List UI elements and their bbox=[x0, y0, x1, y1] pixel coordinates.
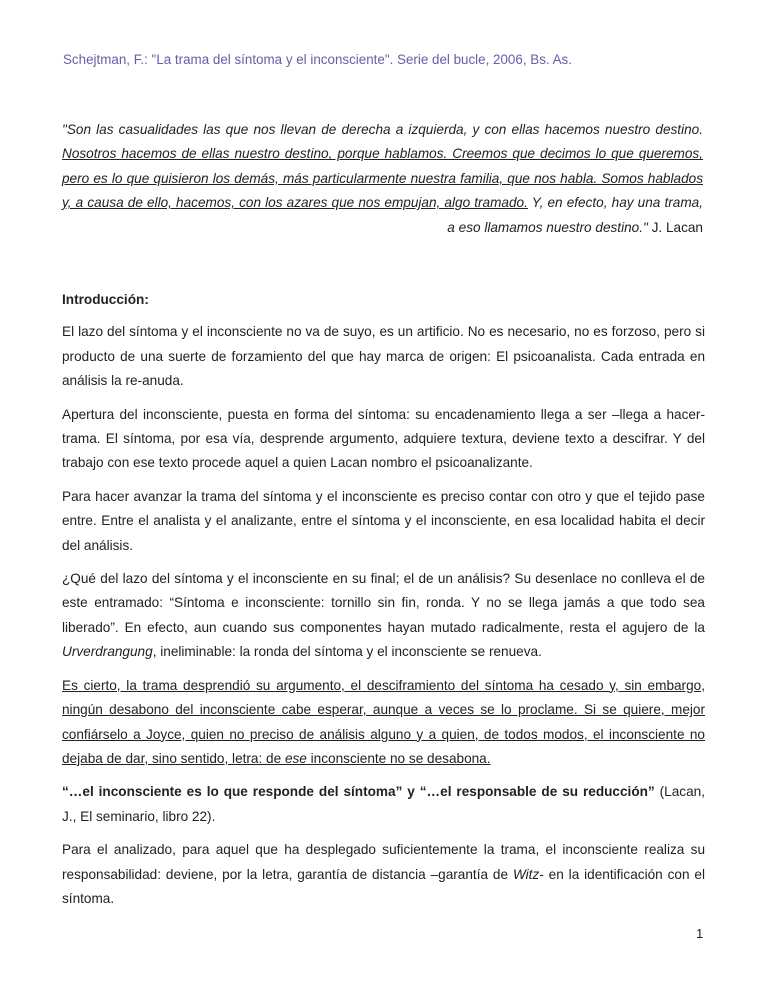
paragraph-4 bbox=[62, 567, 705, 665]
paragraph-2: Apertura del inconsciente, puesta en forma del síntoma: su encadenamiento llega a ser –llega a hacer-trama. El síntoma, por esa vía, desprende argumento, adquiere textura, deviene texto a descifrar. Y del trabajo con ese texto procede aquel a quien Lacan nombro el psicoanalizante. bbox=[62, 406, 705, 471]
paragraph-4-text-end: , ineliminable: la ronda del síntoma y el inconsciente se renueva. bbox=[152, 644, 542, 660]
header-citation: Schejtman, F.: "La trama del síntoma y el inconsciente". Serie del bucle, 2006, Bs. As. bbox=[63, 52, 572, 67]
paragraph-5-italic-term: ese bbox=[284, 750, 307, 766]
section-heading: Introducción: bbox=[62, 292, 149, 307]
paragraph-5-text-end: inconsciente no se desabona. bbox=[306, 750, 491, 766]
epigraph-author: J. Lacan bbox=[647, 219, 703, 235]
paragraph-6 bbox=[62, 780, 705, 829]
paragraph-4-text: ¿Qué del lazo del síntoma y el inconsciente en su final; el de un análisis? Su desenlace no conlleva el de este entramado: “Síntoma e inconsciente: tornillo sin fin, ronda. Y no se llega jamás a que todo sea liberado”. En efecto, aun cuando sus componentes hayan mutado radicalmente, resta el agujero de la bbox=[62, 571, 705, 635]
paragraph-7-text: Para el analizado, para aquel que ha desplegado suficientemente la trama, el inconsciente realiza su responsabilidad: deviene, por la letra, garantía de distancia –garantía de bbox=[62, 842, 705, 882]
document-body bbox=[62, 288, 705, 920]
paragraph-3: Para hacer avanzar la trama del síntoma y el inconsciente es preciso contar con otro y que el tejido pase entre. Entre el analista y el analizante, entre el síntoma y el inconsciente, en esa localidad habita el decir del análisis. bbox=[62, 488, 705, 553]
paragraph-6-bold-quote: “…el inconsciente es lo que responde del síntoma” y “…el responsable de su reducción” bbox=[62, 784, 655, 800]
epigraph-quote bbox=[62, 118, 703, 240]
page-number: 1 bbox=[696, 926, 704, 941]
epigraph-text-end: Y, en efecto, hay una trama, a eso llamamos nuestro destino." bbox=[447, 195, 703, 235]
paragraph-5-text: Es cierto, la trama desprendió su argumento, el desciframiento del síntoma ha cesado y, sin embargo, ningún desabono del inconsciente cabe esperar, aunque a veces se lo proclame. Si se quiere, mejor confiárselo a Joyce, quien no preciso de análisis alguno y a quien, de todos modos, el inconsciente no dejaba de dar, sino sentido, letra: de bbox=[62, 677, 705, 766]
paragraph-1: El lazo del síntoma y el inconsciente no va de suyo, es un artificio. No es necesario, no es forzoso, pero si producto de una suerte de forzamiento del que hay marca de origen: El psicoanalista. Cada entrada en análisis la re-anuda. bbox=[62, 324, 705, 389]
paragraph-7-italic-term: Witz bbox=[512, 866, 540, 882]
paragraph-5 bbox=[62, 674, 705, 772]
paragraph-7 bbox=[62, 838, 705, 911]
epigraph-underlined-text: Nosotros hacemos de ellas nuestro destino, porque hablamos. Creemos que decimos lo que queremos, pero es lo que quisieron los demás, más particularmente nuestra familia, que nos habla. Somos hablados y, a causa de ello, hacemos, con los azares que nos empujan, algo tramado. bbox=[62, 146, 703, 211]
epigraph-text-start: "Son las casualidades las que nos llevan de derecha a izquierda, y con ellas hacemos nuestro destino. bbox=[62, 122, 703, 137]
paragraph-4-italic-term: Urverdrangung bbox=[62, 644, 153, 660]
paragraph-7-text-end: - en la identificación con el síntoma. bbox=[62, 866, 705, 906]
paragraph-6-reference: (Lacan, J., El seminario, libro 22). bbox=[62, 784, 705, 824]
